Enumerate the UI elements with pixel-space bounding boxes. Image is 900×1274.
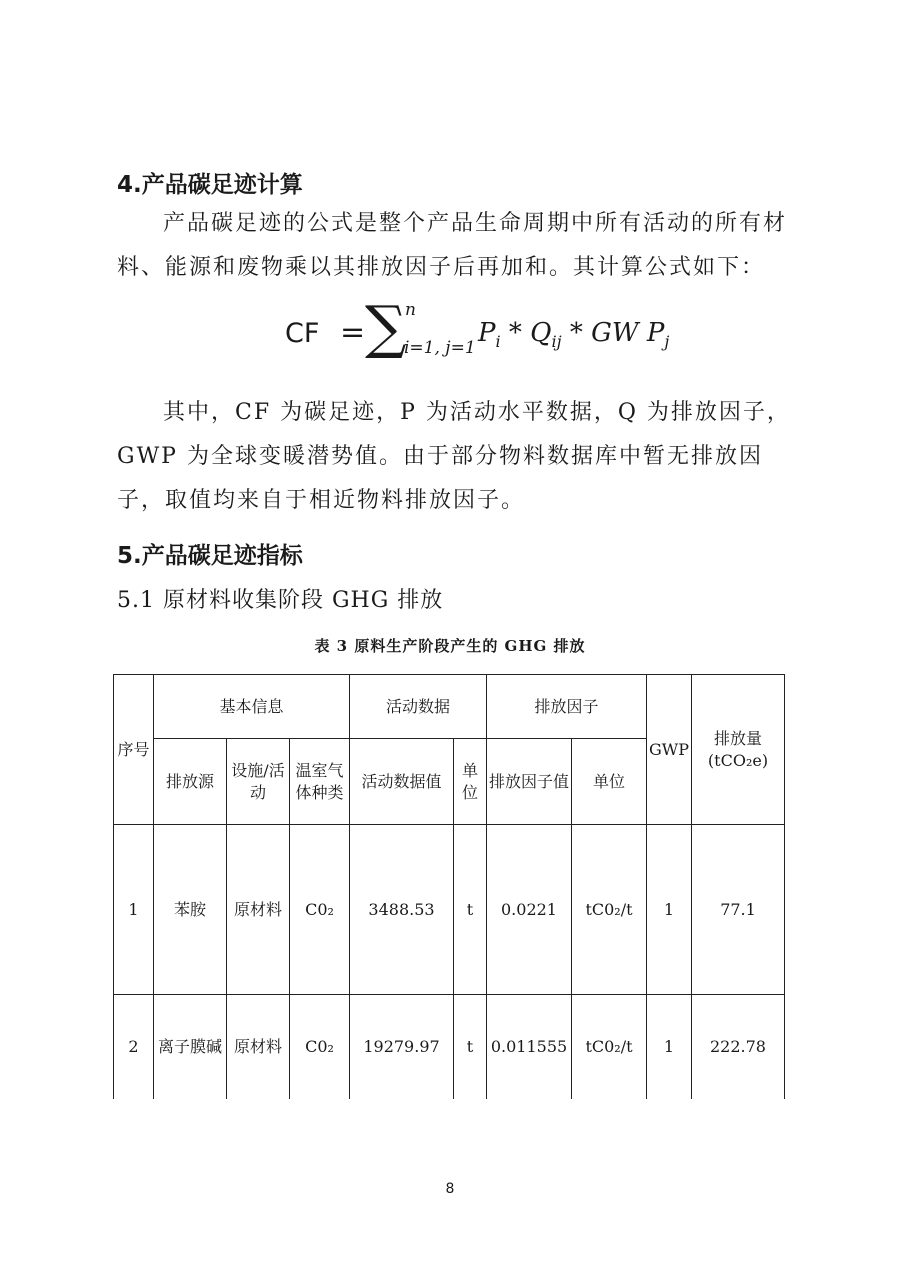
- section-4-paragraph: 产品碳足迹的公式是整个产品生命周期中所有活动的所有材料、能源和废物乘以其排放因子后再加和。其计算公式如下：: [117, 211, 788, 280]
- section-5-1-heading: 5.1 原材料收集阶段 GHG 排放: [117, 588, 444, 613]
- cell-gwp: 1: [647, 825, 692, 995]
- cell-gwp: 1: [647, 995, 692, 1099]
- section-4-explanation: 其中，CF 为碳足迹，P 为活动水平数据，Q 为排放因子，GWP 为全球变暖潜势值。由于部分物料数据库中暂无排放因子，取值均来自于相近物料排放因子。: [117, 400, 791, 513]
- cell-source: 离子膜碱: [154, 995, 227, 1099]
- cell-seq: 2: [114, 995, 154, 1099]
- header-facility: 设施/活动: [227, 739, 290, 825]
- cell-emission: 77.1: [692, 825, 785, 995]
- cell-factor-unit: tC0₂/t: [572, 825, 647, 995]
- formula-q-sub: ij: [551, 332, 562, 352]
- formula-upper-limit: n: [405, 300, 416, 320]
- formula-equals: =: [340, 315, 366, 350]
- header-factor-unit: 单位: [572, 739, 647, 825]
- formula-q: * Q: [500, 318, 552, 348]
- table-3-caption: 表 3 原料生产阶段产生的 GHG 排放: [314, 637, 586, 655]
- cell-unit: t: [454, 825, 487, 995]
- cell-activity-value: 3488.53: [350, 825, 454, 995]
- header-emission-factor: 排放因子: [487, 675, 647, 739]
- cell-gas: C0₂: [290, 995, 350, 1099]
- page-number: 8: [445, 1181, 455, 1197]
- header-seq: 序号: [114, 675, 154, 825]
- formula-sigma: ∑: [365, 293, 407, 361]
- formula-gwp: * GW P: [561, 318, 665, 348]
- cell-unit: t: [454, 995, 487, 1099]
- section-5-heading: 5.产品碳足迹指标: [117, 543, 303, 569]
- cell-source: 苯胺: [154, 825, 227, 995]
- formula-p-sub: i: [495, 332, 501, 352]
- header-gas: 温室气体种类: [290, 739, 350, 825]
- header-gwp: GWP: [647, 675, 692, 825]
- header-source: 排放源: [154, 739, 227, 825]
- formula-body: [478, 318, 669, 351]
- header-factor-value: 排放因子值: [487, 739, 572, 825]
- cell-factor-value: 0.0221: [487, 825, 572, 995]
- formula-p: P: [478, 318, 496, 348]
- table-3: [113, 674, 785, 1099]
- formula-lhs: CF: [285, 318, 320, 349]
- header-activity-value: 活动数据值: [350, 739, 454, 825]
- table-row: [114, 995, 785, 1099]
- section-4-heading: 4.产品碳足迹计算: [117, 172, 303, 198]
- table-header-row-1: [114, 675, 785, 739]
- cell-emission: 222.78: [692, 995, 785, 1099]
- carbon-footprint-formula: [285, 293, 705, 374]
- cell-activity-value: 19279.97: [350, 995, 454, 1099]
- cell-facility: 原材料: [227, 995, 290, 1099]
- cell-facility: 原材料: [227, 825, 290, 995]
- header-basic-info: 基本信息: [154, 675, 350, 739]
- formula-gwp-sub: j: [664, 332, 670, 352]
- header-activity-data: 活动数据: [350, 675, 487, 739]
- cell-gas: C0₂: [290, 825, 350, 995]
- header-unit: 单位: [454, 739, 487, 825]
- table-row: [114, 825, 785, 995]
- cell-factor-value: 0.011555: [487, 995, 572, 1099]
- formula-lower-limit: i=1, j=1: [404, 338, 476, 358]
- cell-factor-unit: tC0₂/t: [572, 995, 647, 1099]
- cell-seq: 1: [114, 825, 154, 995]
- header-emission: 排放量(tCO₂e): [692, 675, 785, 825]
